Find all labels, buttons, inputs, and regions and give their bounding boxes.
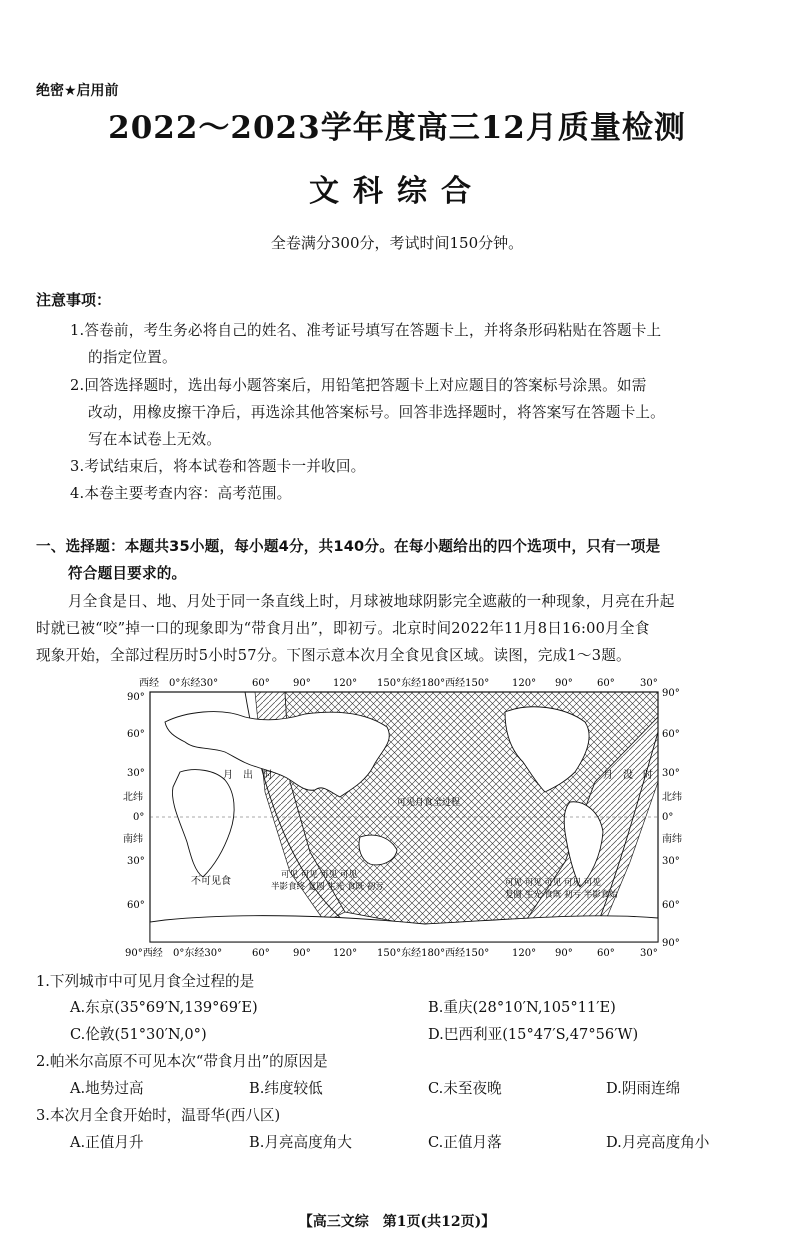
lat-tick: 60° [127,729,145,740]
notice-line: 1.答卷前，考生务必将自己的姓名、准考证号填写在答题卡上，并将条形码粘贴在答题卡上 [70,322,662,339]
option-2d: D.阴雨连绵 [606,1080,681,1097]
notice-line: 改动，用橡皮擦干净后，再选涂其他答案标号。回答非选择题时，将答案写在答题卡上。 [88,404,665,421]
subject-title: 文科综合 [309,174,485,209]
map-figure [123,672,682,960]
exam-title: 2022～2023学年度高三12月质量检测 [108,110,686,146]
lon-tick: 120° [512,678,537,689]
option-2b: B.纬度较低 [249,1080,323,1097]
question-1: 1.下列城市中可见月食全过程的是 [36,973,255,990]
left-latitude-axis [123,692,145,911]
moonset-label: 月 没 时 [603,770,653,781]
lat-tick: 90° [662,938,680,949]
notice-line: 2.回答选择题时，选出每小题答案后，用铅笔把答题卡上对应题目的答案标号涂黑。如需 [70,377,647,394]
option-3c: C.正值月落 [428,1134,502,1151]
right-zone-label: 可见 可见 可见 可见 可见 [505,878,601,888]
lat-tick: 60° [662,900,680,911]
option-1d: D.巴西利亚(15°47′S,47°56′W) [428,1026,639,1043]
page-footer: 【高三文综 第1页(共12页)】 [298,1214,496,1230]
lat-tick: 30° [662,856,680,867]
lon-tick: 90°西经 [125,948,163,959]
lon-tick: 30° [640,948,658,959]
right-latitude-axis [662,688,682,949]
passage-line: 月全食是日、地、月处于同一条直线上时，月球被地球阴影完全遮蔽的一种现象，月亮在升起 [68,593,675,610]
passage-line: 现象开始，全部过程历时5小时57分。下图示意本次月全食见食区域。读图，完成1～3题。 [36,647,631,664]
lon-tick: 西经 [139,678,159,689]
option-1c: C.伦敦(51°30′N,0°) [70,1026,207,1043]
lon-tick: 120° [333,948,358,959]
lon-tick: 120° [333,678,358,689]
lon-tick: 0°东经30° [173,948,223,959]
top-longitude-axis [139,676,658,689]
lon-tick: 90° [293,948,311,959]
notice-heading: 注意事项： [36,291,112,309]
lon-tick: 60° [597,678,615,689]
section-heading: 一、选择题：本题共35小题，每小题4分，共140分。在每小题给出的四个选项中，只有一项是 [36,538,661,555]
bottom-longitude-axis [125,946,658,959]
lon-tick: 150°东经180°西经150° [377,948,490,959]
lat-tick: 北纬 [123,792,143,803]
lon-tick: 0°东经30° [169,678,219,689]
lat-tick: 南纬 [662,834,682,845]
lat-tick: 30° [127,768,145,779]
lat-tick: 90° [127,692,145,703]
notice-line: 3.考试结束后，将本试卷和答题卡一并收回。 [70,458,366,475]
lon-tick: 150°东经180°西经150° [377,678,490,689]
lon-tick: 60° [252,948,270,959]
lon-tick: 60° [252,678,270,689]
lat-tick: 90° [662,688,680,699]
lat-tick: 60° [127,900,145,911]
left-zone-label: 可见 可见 可见 可见 [281,870,358,880]
option-3b: B.月亮高度角大 [249,1134,352,1151]
lunar-eclipse-map [123,672,682,960]
no-eclipse-label: 不可见食 [191,876,231,887]
lon-tick: 90° [555,948,573,959]
lon-tick: 30° [640,678,658,689]
question-2: 2.帕米尔高原不可见本次“带食月出”的原因是 [36,1053,328,1070]
notice-line: 的指定位置。 [88,349,177,366]
lon-tick: 90° [555,678,573,689]
lat-tick: 60° [662,729,680,740]
notice-line: 写在本试卷上无效。 [88,431,222,448]
option-2a: A.地势过高 [70,1080,144,1097]
option-3d: D.月亮高度角小 [606,1134,710,1151]
left-zone-label: 半影食终 复圆 生光 食既 初亏 [271,882,384,892]
lat-tick: 30° [127,856,145,867]
option-1a: A.东京(35°69′N,139°69′E) [70,999,258,1016]
confidential-mark: 绝密★启用前 [36,83,119,99]
full-eclipse-label: 可见月食全过程 [397,798,461,808]
lat-tick: 0° [662,812,674,823]
option-2c: C.未至夜晚 [428,1080,502,1097]
exam-meta: 全卷满分300分，考试时间150分钟。 [270,234,524,252]
lat-tick: 0° [133,812,145,823]
moonrise-label: 月 出 时 [223,770,273,781]
option-3a: A.正值月升 [70,1134,144,1151]
lon-tick: 90° [293,678,311,689]
passage-line: 时就已被“咬”掉一口的现象即为“带食月出”，即初亏。北京时间2022年11月8日16:00月全食 [36,620,650,637]
section-heading-cont: 符合题目要求的。 [68,565,187,582]
notice-line: 4.本卷主要考查内容：高考范围。 [70,485,292,502]
lat-tick: 30° [662,768,680,779]
right-zone-label: 复圆 生光 食既 初亏 半影食始 [505,890,618,900]
lat-tick: 南纬 [123,834,143,845]
lat-tick: 北纬 [662,792,682,803]
option-1b: B.重庆(28°10′N,105°11′E) [428,999,616,1016]
lon-tick: 60° [597,948,615,959]
question-3: 3.本次月全食开始时，温哥华(西八区) [36,1107,281,1124]
lon-tick: 120° [512,948,537,959]
